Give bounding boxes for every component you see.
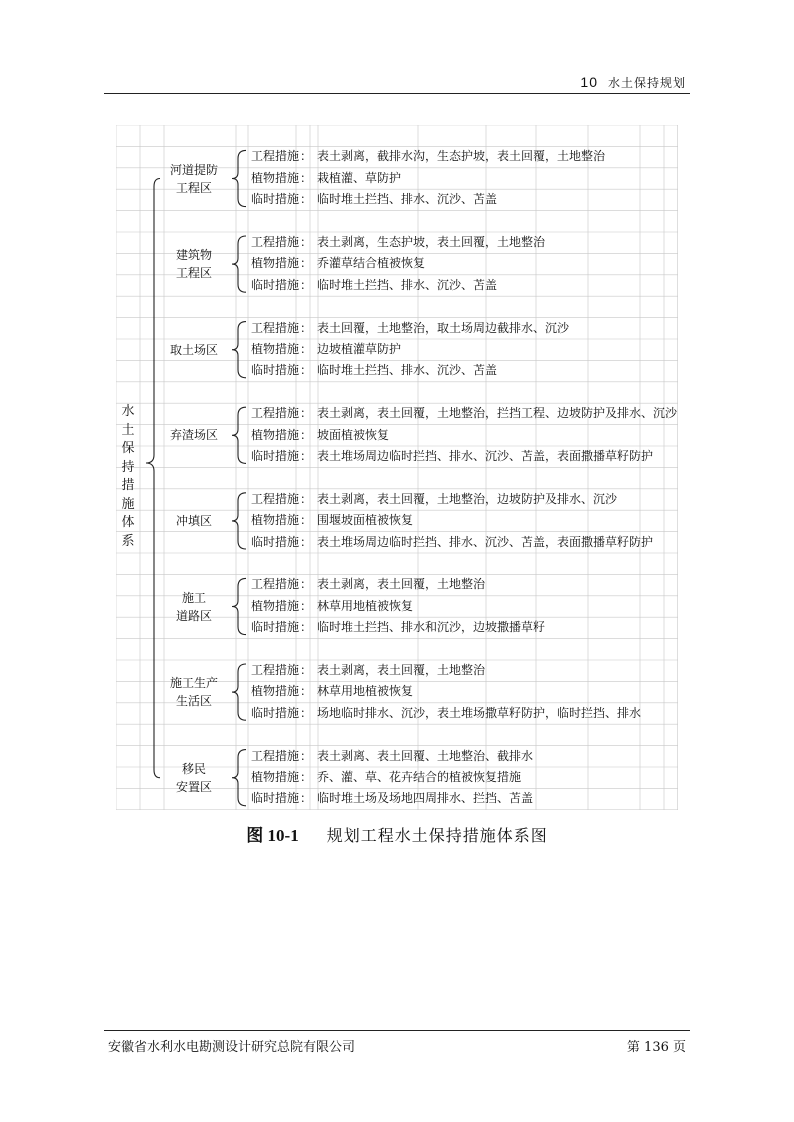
measure-separator: ： <box>300 277 313 292</box>
zone-label-line: 道路区 <box>175 608 212 623</box>
measure-type: 工程措施 <box>251 235 300 249</box>
measure-type: 植物措施 <box>251 513 300 528</box>
measure-type: 工程措施 <box>251 149 300 164</box>
measures-diagram <box>116 125 678 810</box>
figure-title: 规划工程水土保持措施体系图 <box>326 826 548 845</box>
zone-brace <box>232 322 246 378</box>
measure-separator: ： <box>300 770 313 784</box>
zone-label-line: 弃渣场区 <box>169 428 218 443</box>
zone-label-line: 安置区 <box>175 779 212 794</box>
zone-label-line: 河道提防 <box>169 162 218 177</box>
measure-type: 工程措施 <box>251 663 300 677</box>
measure-separator: ： <box>300 449 313 463</box>
zone-label-line: 生活区 <box>175 694 212 709</box>
measure-content: 表土剥离、表土回覆、土地整治、截排水 <box>317 748 534 763</box>
measure-content: 临时堆土拦挡、排水、沉沙、苫盖 <box>317 277 498 292</box>
measure-content: 表土剥离，表土回覆，土地整治，边坡防护及排水、沉沙 <box>317 491 618 506</box>
measure-separator: ： <box>300 363 313 378</box>
measure-type: 工程措施 <box>251 577 300 592</box>
chapter-number: 10 <box>580 74 598 90</box>
measure-type: 临时措施 <box>251 791 300 806</box>
measure-type: 工程措施 <box>251 491 300 506</box>
zone-label-line: 施工生产 <box>169 676 218 691</box>
measure-separator: ： <box>300 170 313 185</box>
figure-caption <box>0 821 794 846</box>
zone-label-line: 取土场区 <box>169 342 218 357</box>
measure-separator: ： <box>300 491 313 506</box>
measure-type: 植物措施 <box>251 598 300 613</box>
measure-content: 表土剥离，截排水沟，生态护坡，表土回覆，土地整治 <box>317 149 606 164</box>
measure-content: 表土剥离，表土回覆，土地整治 <box>317 577 486 592</box>
zone-brace <box>232 578 246 634</box>
figure-number: 图 10-1 <box>246 826 299 845</box>
measure-content: 表土回覆，土地整治，取土场周边截排水、沉沙 <box>317 320 570 335</box>
zone-label-line: 施工 <box>181 590 206 605</box>
measure-separator: ： <box>300 705 313 720</box>
root-brace <box>146 179 160 778</box>
measure-separator: ： <box>300 406 313 421</box>
zone-label <box>162 760 226 796</box>
zone-brace <box>232 236 246 292</box>
zone-label <box>162 246 226 282</box>
measure-content: 边坡植灌草防护 <box>317 342 402 356</box>
measure-content: 临时堆土拦挡、排水、沉沙、苫盖 <box>317 363 498 378</box>
zone-label <box>162 589 226 625</box>
measure-content: 乔灌草结合植被恢复 <box>317 256 426 271</box>
measure-separator: ： <box>300 598 313 613</box>
measure-type: 工程措施 <box>251 406 300 421</box>
zone-label-line: 建筑物 <box>175 248 212 263</box>
zone-label-line: 移民 <box>181 761 206 776</box>
page-footer <box>104 1030 690 1055</box>
footer-page-number: 第 136 页 <box>626 1040 686 1055</box>
zone-label <box>162 674 226 710</box>
measure-separator: ： <box>300 684 313 699</box>
measure-separator: ： <box>300 235 313 249</box>
measure-content: 栽植灌、草防护 <box>317 170 402 185</box>
measure-type: 临时措施 <box>251 192 300 207</box>
measure-type: 植物措施 <box>251 427 300 442</box>
measure-type: 植物措施 <box>251 684 300 699</box>
zone-brace <box>232 150 246 206</box>
measure-content: 林草用地植被恢复 <box>317 598 414 613</box>
measure-type: 临时措施 <box>251 449 300 463</box>
measure-type: 临时措施 <box>251 705 300 720</box>
root-label: 水土保持措施体系 <box>121 404 135 549</box>
measure-type: 植物措施 <box>251 342 300 356</box>
measure-type: 植物措施 <box>251 170 300 185</box>
zone-label <box>162 512 226 530</box>
measure-content: 表土堆场周边临时拦挡、排水、沉沙、苫盖，表面撒播草籽防护 <box>317 449 654 463</box>
header-text <box>580 74 686 91</box>
measure-type: 工程措施 <box>251 748 300 763</box>
zone-brace <box>232 493 246 549</box>
zone-label-line: 工程区 <box>175 180 212 195</box>
measure-content: 乔、灌、草、花卉结合的植被恢复措施 <box>317 770 522 784</box>
zone-label <box>162 341 226 359</box>
measure-separator: ： <box>300 620 313 635</box>
measure-separator: ： <box>300 256 313 271</box>
measure-type: 植物措施 <box>251 256 300 271</box>
zone-label-line: 工程区 <box>175 266 212 281</box>
zone-brace <box>232 407 246 463</box>
zone-brace <box>232 664 246 720</box>
measure-separator: ： <box>300 791 313 806</box>
measure-type: 临时措施 <box>251 534 300 549</box>
measure-content: 表土剥离，表土回覆，土地整治，拦挡工程、边坡防护及排水、沉沙 <box>317 406 678 421</box>
measure-content: 围堰坡面植被恢复 <box>317 513 414 528</box>
measure-content: 表土堆场周边临时拦挡、排水、沉沙、苫盖，表面撒播草籽防护 <box>317 534 654 549</box>
zone-brace <box>232 750 246 806</box>
chapter-title: 水土保持规划 <box>607 76 686 90</box>
measure-content: 表土剥离，表土回覆，土地整治 <box>317 663 486 677</box>
header-rule <box>104 93 690 94</box>
measure-separator: ： <box>300 427 313 442</box>
measure-separator: ： <box>300 513 313 528</box>
measure-separator: ： <box>300 663 313 677</box>
measure-separator: ： <box>300 577 313 592</box>
measure-content: 表土剥离，生态护坡，表土回覆，土地整治 <box>317 235 546 249</box>
measure-content: 临时堆土拦挡、排水、沉沙、苫盖 <box>317 192 498 207</box>
measure-content: 临时堆土场及场地四周排水、拦挡、苫盖 <box>317 791 534 806</box>
measure-separator: ： <box>300 342 313 356</box>
measure-content: 林草用地植被恢复 <box>317 684 414 699</box>
measure-content: 场地临时排水、沉沙，表土堆场撒草籽防护，临时拦挡、排水 <box>317 705 642 720</box>
measure-separator: ： <box>300 149 313 164</box>
measure-content: 坡面植被恢复 <box>317 427 390 442</box>
footer-organization: 安徽省水利水电勘测设计研究总院有限公司 <box>108 1040 356 1055</box>
zone-label <box>162 426 226 444</box>
measure-separator: ： <box>300 320 313 335</box>
measure-content: 临时堆土拦挡、排水和沉沙，边坡撒播草籽 <box>317 620 546 635</box>
zone-label <box>162 161 226 197</box>
page-header <box>104 72 690 94</box>
measure-type: 临时措施 <box>251 363 300 378</box>
measure-separator: ： <box>300 192 313 207</box>
zone-label-line: 冲填区 <box>175 513 212 528</box>
measure-type: 工程措施 <box>251 320 300 335</box>
measure-type: 临时措施 <box>251 620 300 635</box>
measure-separator: ： <box>300 748 313 763</box>
measure-type: 临时措施 <box>251 277 300 292</box>
measure-type: 植物措施 <box>251 770 300 784</box>
measure-separator: ： <box>300 534 313 549</box>
